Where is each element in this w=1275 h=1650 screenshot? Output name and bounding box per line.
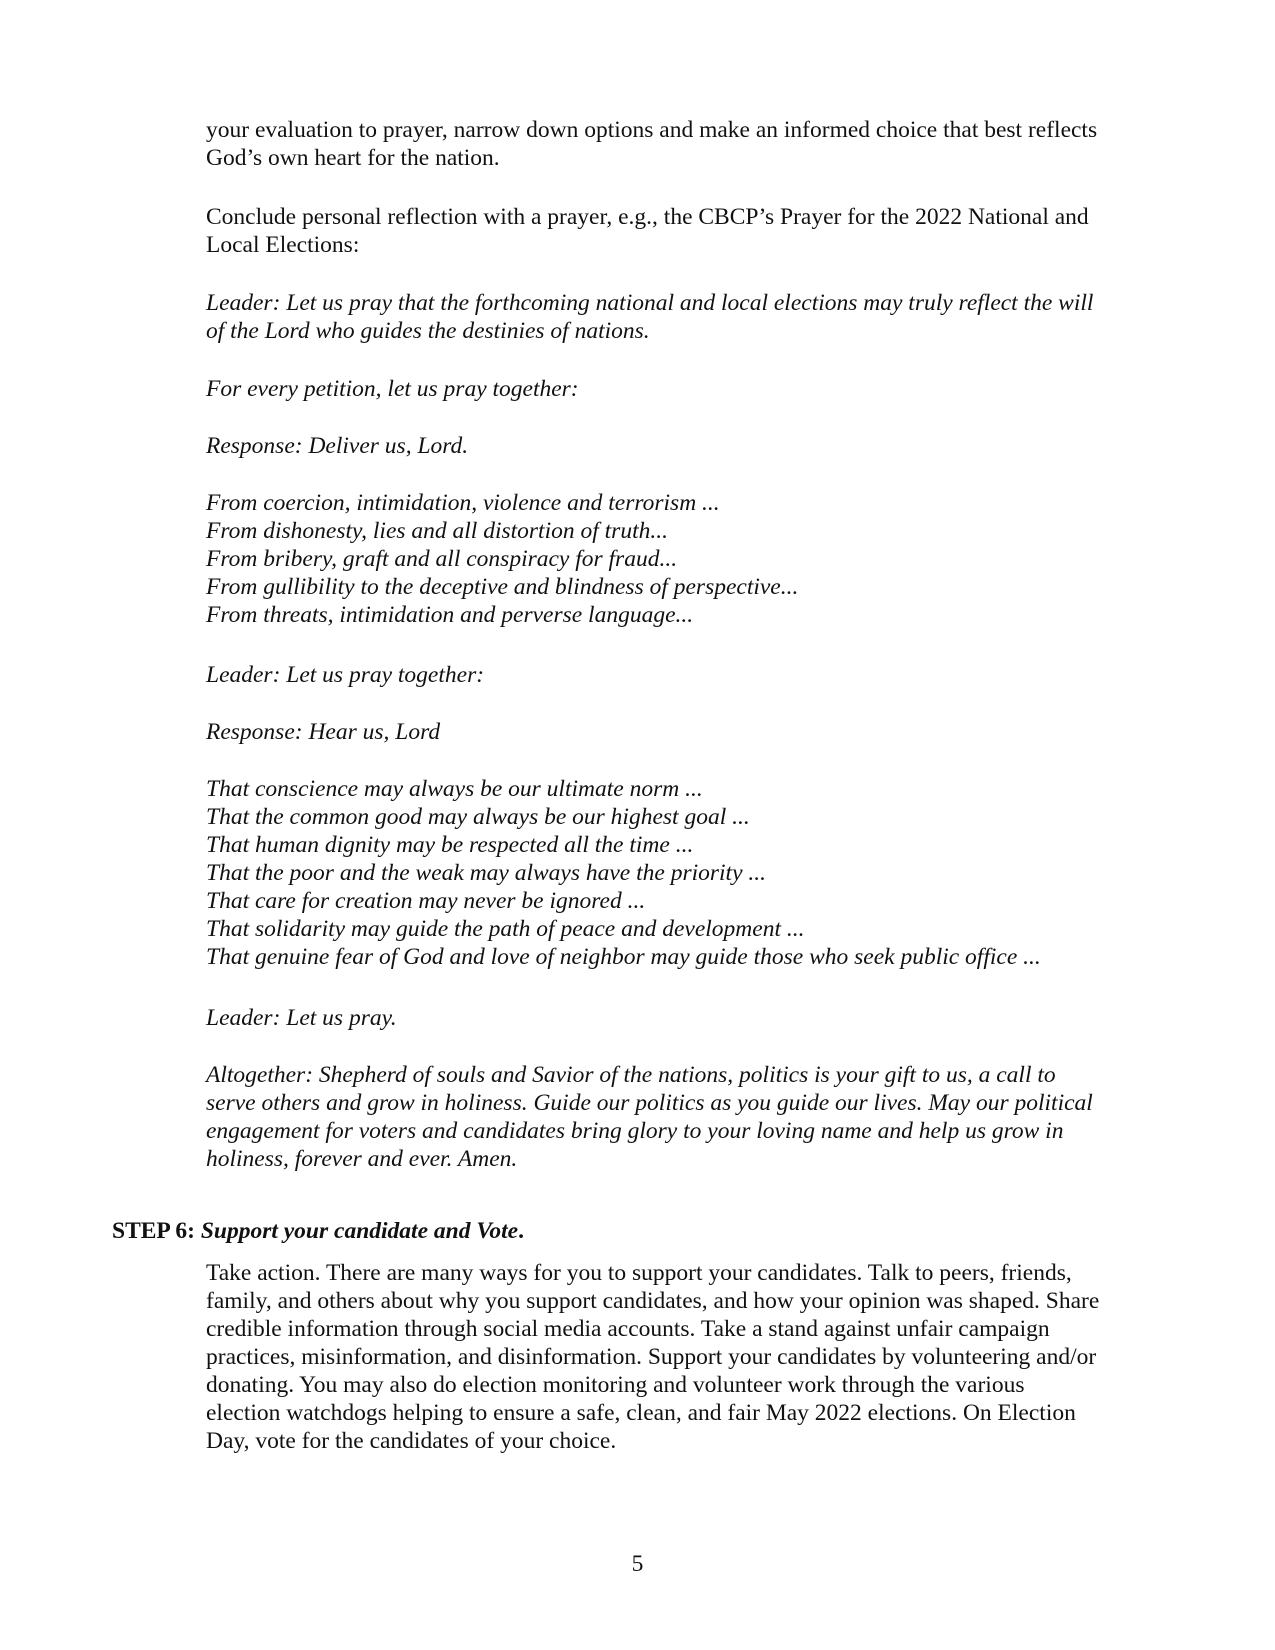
prayer-response-1 [206, 432, 1166, 460]
step-title: Support your candidate and Vote [200, 1218, 519, 1244]
step-body-line: family, and others about why you support candidates, and how your opinion was shaped. Share [206, 1288, 1100, 1314]
prayer-altogether [206, 1061, 1166, 1173]
prayer-petition-intro [206, 375, 1166, 403]
petition-line: That genuine fear of God and love of neighbor may guide those who seek public office ... [206, 944, 1041, 970]
step-body-line: practices, misinformation, and disinformation. Support your candidates by volunteering and/or [206, 1344, 1097, 1370]
prayer-line: For every petition, let us pray together: [206, 376, 579, 402]
prayer-petitions-2 [206, 775, 1166, 971]
intro-line: your evaluation to prayer, narrow down options and make an informed choice that best reflects [206, 117, 1098, 143]
prayer-line: Leader: Let us pray that the forthcoming national and local elections may truly reflect the will [206, 290, 1094, 316]
conclude-line: Local Elections: [206, 232, 360, 258]
step-label: STEP 6: [112, 1218, 195, 1244]
prayer-leader-opening [206, 289, 1166, 345]
prayer-line: serve others and grow in holiness. Guide our politics as you guide our lives. May our political [206, 1090, 1093, 1116]
page-number: 5 [631, 1551, 644, 1577]
conclude-paragraph [206, 203, 1166, 259]
petition-line: That conscience may always be our ultimate norm ... [206, 776, 703, 802]
step-body-line: credible information through social media accounts. Take a stand against unfair campaign [206, 1316, 1050, 1342]
petition-line: That solidarity may guide the path of peace and development ... [206, 916, 805, 942]
petition-line: That care for creation may never be ignored ... [206, 888, 646, 914]
intro-line: God’s own heart for the nation. [206, 145, 500, 171]
prayer-response-2 [206, 718, 1166, 746]
petition-line: That human dignity may be respected all the time ... [206, 832, 694, 858]
step-6-body [206, 1259, 1166, 1455]
prayer-petitions-1 [206, 489, 1166, 629]
petition-line: That the common good may always be our highest goal ... [206, 804, 750, 830]
petition-line: From dishonesty, lies and all distortion of truth... [206, 518, 668, 544]
step-6-heading [112, 1217, 524, 1245]
petition-line: From bribery, graft and all conspiracy for fraud... [206, 546, 678, 572]
prayer-line: engagement for voters and candidates bring glory to your loving name and help us grow in [206, 1118, 1064, 1144]
step-body-line: Take action. There are many ways for you to support your candidates. Talk to peers, friends, [206, 1260, 1072, 1286]
prayer-line: of the Lord who guides the destinies of nations. [206, 318, 650, 344]
prayer-line: Response: Hear us, Lord [206, 719, 441, 745]
step-body-line: election watchdogs helping to ensure a safe, clean, and fair May 2022 elections. On Election [206, 1400, 1076, 1426]
conclude-line: Conclude personal reflection with a prayer, e.g., the CBCP’s Prayer for the 2022 National and [206, 204, 1089, 230]
step-body-line: Day, vote for the candidates of your choice. [206, 1428, 617, 1454]
intro-paragraph [206, 116, 1166, 172]
prayer-leader-pray [206, 1004, 1166, 1032]
prayer-line: holiness, forever and ever. Amen. [206, 1146, 518, 1172]
petition-line: From gullibility to the deceptive and blindness of perspective... [206, 574, 799, 600]
prayer-leader-together [206, 661, 1166, 689]
prayer-line: Leader: Let us pray together: [206, 662, 485, 688]
petition-line: From threats, intimidation and perverse language... [206, 602, 694, 628]
prayer-line: Leader: Let us pray. [206, 1005, 397, 1031]
petition-line: From coercion, intimidation, violence and terrorism ... [206, 490, 720, 516]
petition-line: That the poor and the weak may always have the priority ... [206, 860, 767, 886]
prayer-line: Response: Deliver us, Lord. [206, 433, 469, 459]
step-title-period: . [518, 1218, 524, 1244]
prayer-line: Altogether: Shepherd of souls and Savior of the nations, politics is your gift to us, a call to [206, 1062, 1056, 1088]
step-body-line: donating. You may also do election monitoring and volunteer work through the various [206, 1372, 1025, 1398]
